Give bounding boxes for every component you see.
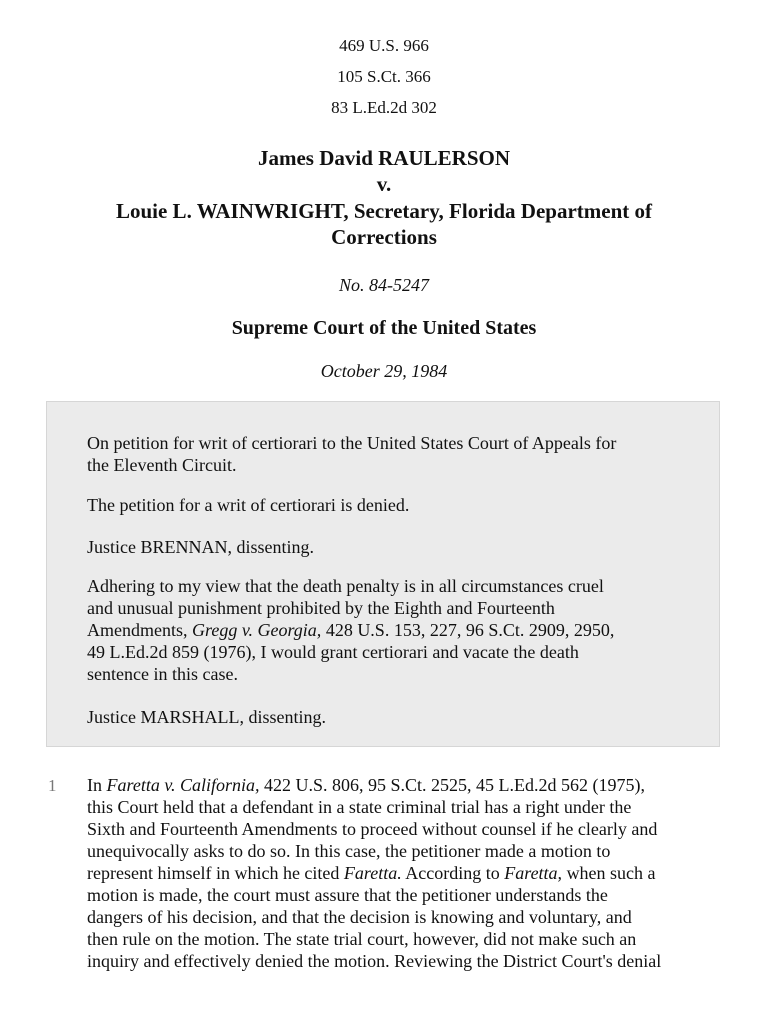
brennan-line: Amendments, — [87, 620, 192, 640]
citation-lawyers-edition: 83 L.Ed.2d 302 — [331, 98, 437, 117]
case-citation-gregg: Gregg v. Georgia, — [192, 620, 322, 640]
opinion-line-2: this Court held that a defendant in a state criminal trial has a right under the — [87, 797, 632, 817]
paragraph-number: 1 — [48, 776, 57, 795]
respondent-name-line2: Corrections — [331, 225, 437, 249]
case-reference-faretta: Faretta, — [504, 863, 563, 883]
respondent-name-line1: Louie L. WAINWRIGHT, Secretary, Florida Department of — [115, 199, 653, 223]
citation-us-reports: 469 U.S. 966 — [339, 36, 429, 55]
disposition-text: The petition for a writ of certiorari is denied. — [87, 495, 410, 515]
brennan-dissent-heading: Justice BRENNAN, dissenting. — [87, 537, 314, 557]
petition-line: the Eleventh Circuit. — [87, 455, 237, 475]
court-name: Supreme Court of the United States — [231, 317, 537, 339]
citation-supreme-court-reporter: 105 S.Ct. 366 — [337, 67, 431, 86]
petition-text — [87, 432, 697, 476]
brennan-line: and unusual punishment prohibited by the Eighth and Fourteenth — [87, 598, 555, 618]
case-citation-faretta: Faretta v. California, — [106, 775, 260, 795]
opinion-line-9: inquiry and effectively denied the motion. Reviewing the District Court's denial — [87, 951, 662, 971]
opinion-text: 422 U.S. 806, 95 S.Ct. 2525, 45 L.Ed.2d 562 (1975), — [259, 775, 646, 795]
brennan-line: 49 L.Ed.2d 859 (1976), I would grant certiorari and vacate the death — [87, 642, 579, 662]
opinion-text: According to — [401, 863, 505, 883]
opinion-text: represent himself in which he cited — [87, 863, 344, 883]
marshall-dissent-heading: Justice MARSHALL, dissenting. — [87, 707, 327, 727]
case-reference-faretta: Faretta. — [343, 863, 402, 883]
decision-date: October 29, 1984 — [320, 361, 448, 381]
brennan-line: Adhering to my view that the death penalty is in all circumstances cruel — [87, 576, 604, 596]
opinion-line-4: unequivocally asks to do so. In this case, the petitioner made a motion to — [87, 841, 611, 861]
brennan-dissent-text — [87, 575, 697, 685]
opinion-line-1 — [87, 774, 737, 796]
brennan-line: 428 U.S. 153, 227, 96 S.Ct. 2909, 2950, — [321, 620, 615, 640]
versus: v. — [376, 172, 392, 196]
opinion-line-6: motion is made, the court must assure that the petitioner understands the — [87, 885, 608, 905]
petition-line: On petition for writ of certiorari to the United States Court of Appeals for — [87, 433, 617, 453]
opinion-paragraph — [87, 774, 737, 972]
opinion-line-7: dangers of his decision, and that the decision is knowing and voluntary, and — [87, 907, 632, 927]
opinion-text: when such a — [562, 863, 656, 883]
opinion-line-3: Sixth and Fourteenth Amendments to proceed without counsel if he clearly and — [87, 819, 658, 839]
summary-box — [46, 401, 720, 747]
brennan-line: sentence in this case. — [87, 664, 238, 684]
opinion-text: In — [87, 775, 107, 795]
opinion-line-8: then rule on the motion. The state trial court, however, did not make such an — [87, 929, 637, 949]
petitioner-name: James David RAULERSON — [257, 146, 511, 170]
opinion-line-5 — [87, 862, 737, 884]
docket-number: No. 84-5247 — [339, 275, 429, 295]
